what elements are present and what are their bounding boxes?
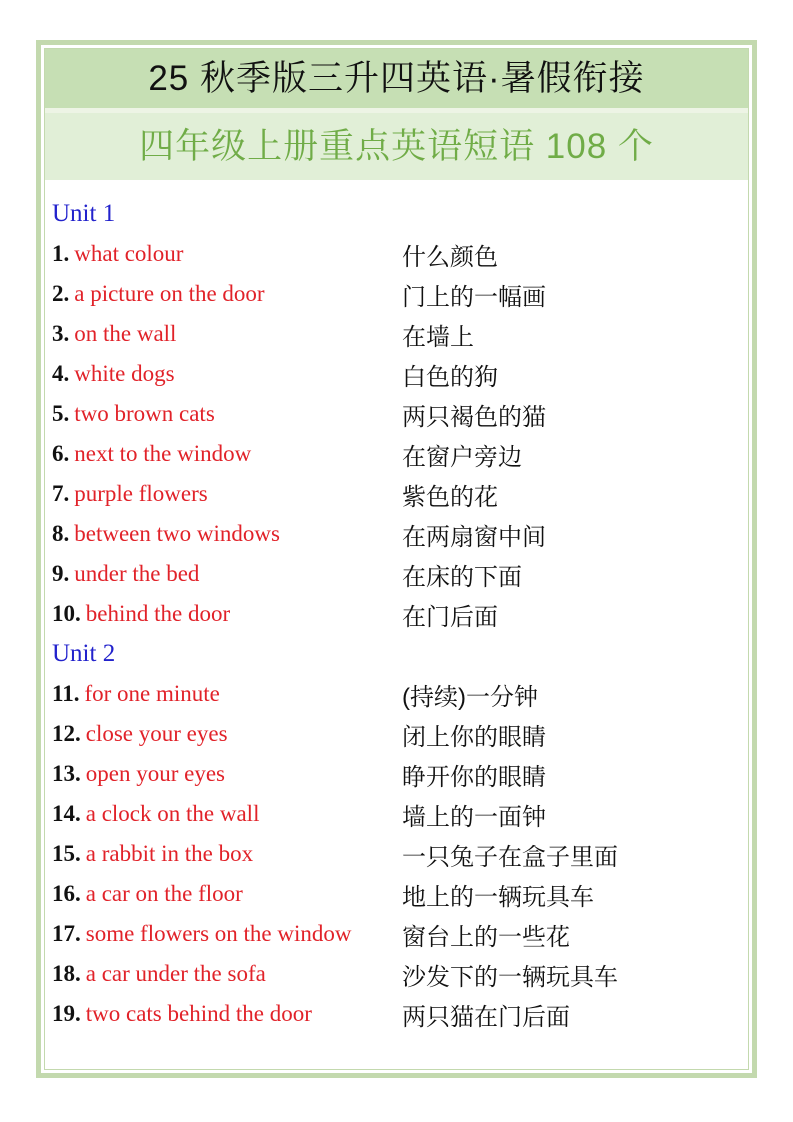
item-number: 13. [52, 761, 81, 786]
phrase-row [52, 674, 740, 714]
phrase-row [52, 594, 740, 634]
english-phrase: what colour [74, 241, 184, 266]
item-number: 9. [52, 561, 70, 586]
item-number: 14. [52, 801, 81, 826]
item-number: 17. [52, 921, 81, 946]
phrase-left [52, 561, 402, 587]
phrase-left [52, 841, 402, 867]
chinese-translation: 什么颜色 [402, 243, 498, 271]
chinese-translation: 闭上你的眼睛 [402, 723, 546, 751]
chinese-translation: 两只猫在门后面 [402, 1003, 570, 1031]
chinese-translation: 沙发下的一辆玩具车 [402, 963, 618, 991]
item-number: 18. [52, 961, 81, 986]
phrase-row [52, 234, 740, 274]
english-phrase: some flowers on the window [85, 921, 352, 946]
phrase-left [52, 481, 402, 507]
phrase-left [52, 881, 402, 907]
phrase-row [52, 914, 740, 954]
item-number: 12. [52, 721, 81, 746]
english-phrase: a car on the floor [85, 881, 243, 906]
phrase-left [52, 961, 402, 987]
chinese-translation: 在床的下面 [402, 563, 522, 591]
unit-heading: Unit 1 [52, 200, 116, 227]
phrase-row [52, 474, 740, 514]
unit-heading: Unit 2 [52, 640, 116, 667]
english-phrase: two cats behind the door [85, 1001, 312, 1026]
phrase-row [52, 354, 740, 394]
item-number: 3. [52, 321, 70, 346]
phrase-left [52, 1001, 402, 1027]
phrase-row [52, 954, 740, 994]
item-number: 6. [52, 441, 70, 466]
chinese-translation: 在门后面 [402, 603, 498, 631]
phrase-left [52, 921, 402, 947]
english-phrase: on the wall [74, 321, 177, 346]
english-phrase: under the bed [74, 561, 200, 586]
document-inner [44, 48, 749, 1070]
phrase-row [52, 514, 740, 554]
phrase-row [52, 834, 740, 874]
english-phrase: purple flowers [74, 481, 208, 506]
item-number: 10. [52, 601, 81, 626]
phrase-row [52, 314, 740, 354]
item-number: 1. [52, 241, 70, 266]
item-number: 15. [52, 841, 81, 866]
english-phrase: a car under the sofa [85, 961, 266, 986]
chinese-translation: 在两扇窗中间 [402, 523, 546, 551]
english-phrase: between two windows [74, 521, 280, 546]
chinese-translation: 一只兔子在盒子里面 [402, 843, 618, 871]
english-phrase: white dogs [74, 361, 175, 386]
item-number: 5. [52, 401, 70, 426]
phrase-row [52, 994, 740, 1034]
english-phrase: a picture on the door [74, 281, 265, 306]
phrase-left [52, 521, 402, 547]
phrase-row [52, 554, 740, 594]
item-number: 11. [52, 681, 80, 706]
phrase-row [52, 274, 740, 314]
chinese-translation: 窗台上的一些花 [402, 923, 570, 951]
phrase-row [52, 434, 740, 474]
phrase-left [52, 401, 402, 427]
english-phrase: a rabbit in the box [85, 841, 254, 866]
chinese-translation: 两只褐色的猫 [402, 403, 546, 431]
phrase-left [52, 361, 402, 387]
phrase-list [45, 180, 748, 1034]
phrase-row [52, 714, 740, 754]
phrase-left [52, 801, 402, 827]
chinese-translation: (持续)一分钟 [402, 683, 538, 711]
item-number: 8. [52, 521, 70, 546]
chinese-translation: 紫色的花 [402, 483, 498, 511]
phrase-left [52, 721, 402, 747]
phrase-row [52, 874, 740, 914]
item-number: 16. [52, 881, 81, 906]
english-phrase: for one minute [84, 681, 220, 706]
document-subtitle: 四年级上册重点英语短语 108 个 [45, 113, 748, 180]
english-phrase: a clock on the wall [85, 801, 260, 826]
phrase-left [52, 281, 402, 307]
chinese-translation: 门上的一幅画 [402, 283, 546, 311]
phrase-row [52, 394, 740, 434]
english-phrase: open your eyes [85, 761, 225, 786]
item-number: 4. [52, 361, 70, 386]
english-phrase: two brown cats [74, 401, 215, 426]
document-frame [36, 40, 757, 1078]
document-title: 25 秋季版三升四英语·暑假衔接 [45, 49, 748, 108]
chinese-translation: 在墙上 [402, 323, 474, 351]
english-phrase: close your eyes [85, 721, 228, 746]
phrase-left [52, 601, 402, 627]
english-phrase: behind the door [85, 601, 231, 626]
chinese-translation: 墙上的一面钟 [402, 803, 546, 831]
phrase-left [52, 761, 402, 787]
phrase-left [52, 441, 402, 467]
chinese-translation: 地上的一辆玩具车 [402, 883, 594, 911]
phrase-row [52, 794, 740, 834]
chinese-translation: 睁开你的眼睛 [402, 763, 546, 791]
phrase-left [52, 681, 402, 707]
item-number: 2. [52, 281, 70, 306]
chinese-translation: 在窗户旁边 [402, 443, 522, 471]
english-phrase: next to the window [74, 441, 252, 466]
item-number: 19. [52, 1001, 81, 1026]
phrase-left [52, 241, 402, 267]
item-number: 7. [52, 481, 70, 506]
phrase-row [52, 754, 740, 794]
chinese-translation: 白色的狗 [402, 363, 498, 391]
phrase-left [52, 321, 402, 347]
